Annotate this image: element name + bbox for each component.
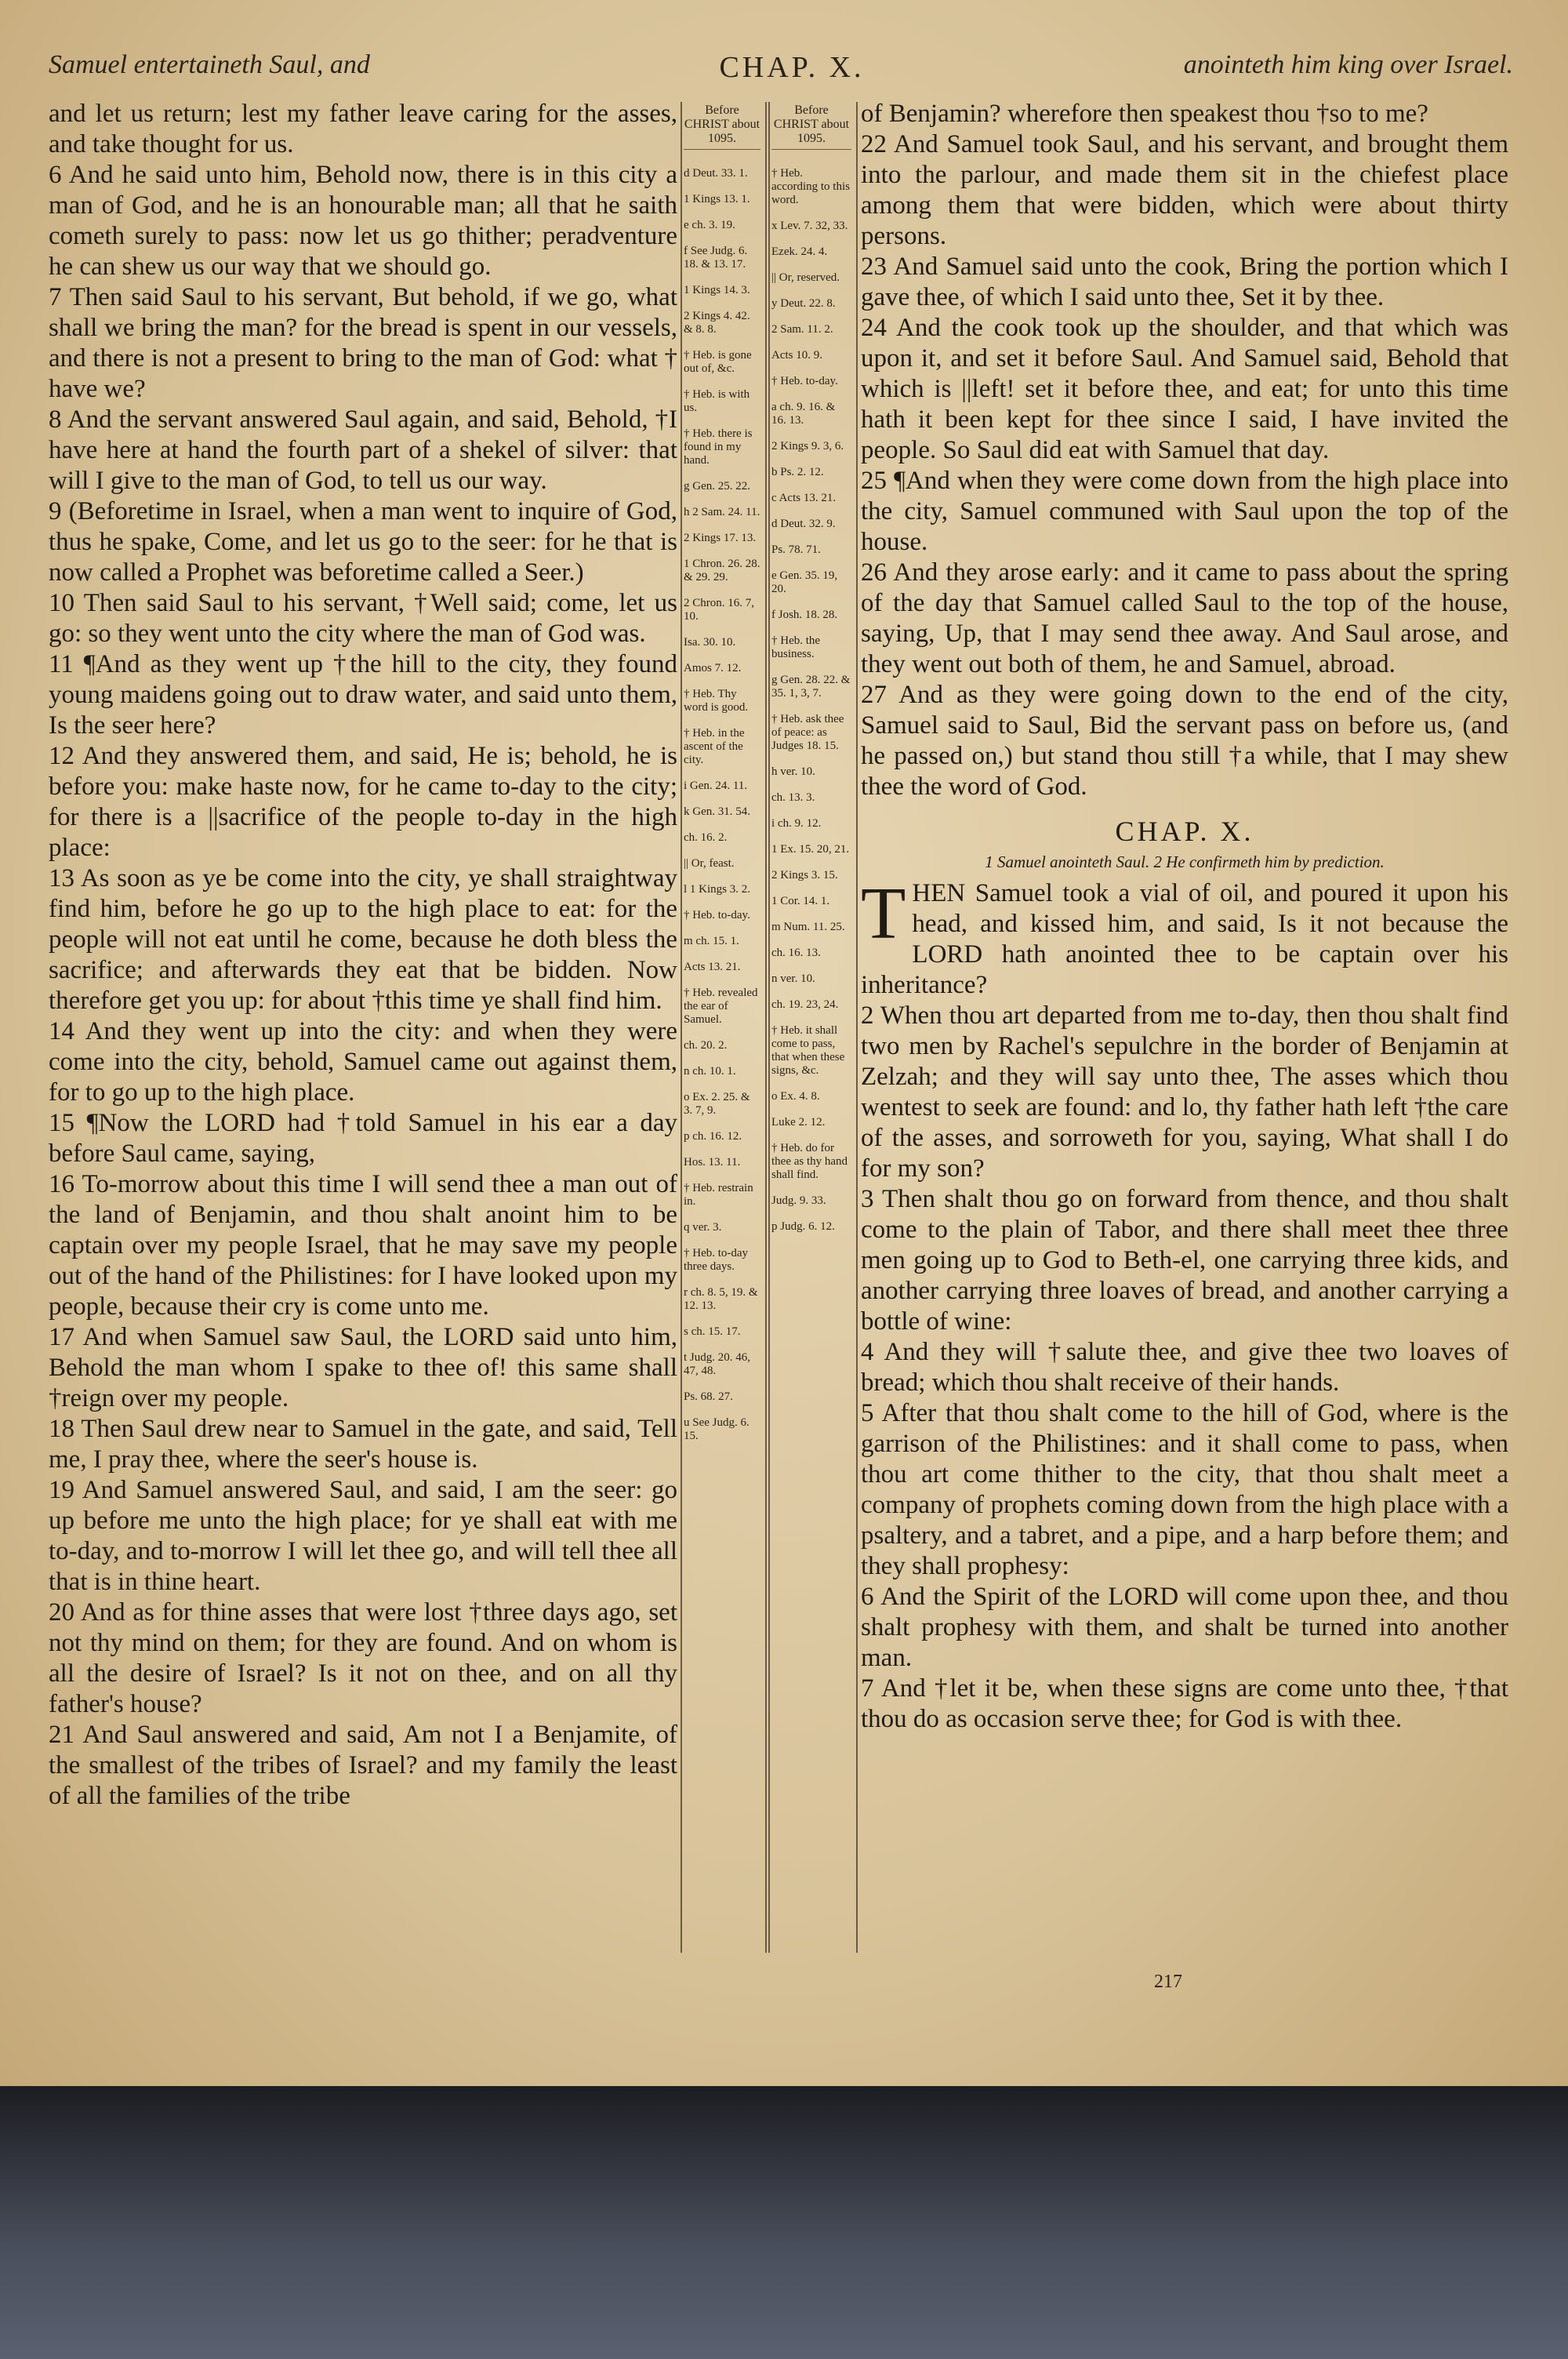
margin-references-left bbox=[684, 104, 760, 1456]
margin-note: 2 Sam. 11. 2. bbox=[771, 323, 833, 336]
verse-paragraph: 10 Then said Saul to his servant, †Well said; come, let us go: so they went unto the city where the man of God was. bbox=[49, 589, 677, 648]
margin-note: † Heb. it shall come to pass, that when these signs, &c. bbox=[771, 1024, 845, 1077]
verse-paragraph: 24 And the cook took up the shoulder, and that which was upon it, and set it before Saul. And Samuel said, Behold that which is ||left! set it before thee, and eat; for unto this time hath it been kept for thee since I said, I have invited the people. So Saul did eat with Samuel that day. bbox=[861, 314, 1508, 464]
column-rule bbox=[856, 102, 858, 1953]
margin-notes-list bbox=[684, 167, 760, 1443]
margin-note: m ch. 15. 1. bbox=[684, 935, 739, 947]
verse-paragraph: 13 As soon as ye be come into the city, ye shall straightway find him, before he go up to the high place to eat: for the people will not eat until he come, because he doth bless the sacrifice; and afterwards they eat that be bidden. Now therefore get you up: for about †this time ye shall find him. bbox=[49, 864, 677, 1015]
margin-note: † Heb. is gone out of, &c. bbox=[684, 349, 752, 375]
verse-paragraph: 21 And Saul answered and said, Am not I a Benjamite, of the smallest of the tribes of Israel? and my family the least of all the families of the tribe bbox=[49, 1721, 677, 1810]
verse-text: HEN Samuel took a vial of oil, and poured it upon his head, and kissed him, and said, Is it not because the LORD hath anointed thee to be captain over his inheritance? bbox=[861, 879, 1508, 999]
margin-note: l 1 Kings 3. 2. bbox=[684, 883, 751, 896]
left-text-column bbox=[49, 99, 677, 1812]
margin-note: † Heb. there is found in my hand. bbox=[684, 427, 753, 467]
margin-note: || Or, reserved. bbox=[771, 271, 840, 284]
right-text-column bbox=[861, 99, 1508, 1735]
verse-paragraph: of Benjamin? wherefore then speakest thou †so to me? bbox=[861, 100, 1428, 128]
margin-note: s ch. 15. 17. bbox=[684, 1325, 741, 1338]
verse-paragraph: 6 And the Spirit of the LORD will come upon thee, and thou shalt prophesy with them, and shalt be turned into another man. bbox=[861, 1583, 1508, 1672]
running-header-left: Samuel entertaineth Saul, and bbox=[49, 50, 370, 79]
margin-note: Amos 7. 12. bbox=[684, 662, 742, 674]
margin-head: Before CHRIST about 1095. bbox=[771, 104, 851, 150]
margin-note: t Judg. 20. 46, 47, 48. bbox=[684, 1351, 751, 1377]
margin-note: i Gen. 24. 11. bbox=[684, 780, 748, 792]
margin-note: Ezek. 24. 4. bbox=[771, 245, 828, 258]
margin-note: c Acts 13. 21. bbox=[771, 492, 837, 504]
margin-note: ch. 16. 2. bbox=[684, 831, 728, 844]
margin-note: Acts 13. 21. bbox=[684, 961, 741, 973]
verse-paragraph: 6 And he said unto him, Behold now, there is in this city a man of God, and he is an honourable man; all that he saith cometh surely to pass: now let us go thither; peradventure he can shew us our way that we should go. bbox=[49, 161, 677, 281]
margin-note: ch. 13. 3. bbox=[771, 791, 815, 804]
margin-note: i ch. 9. 12. bbox=[771, 817, 822, 830]
margin-note: † Heb. the business. bbox=[771, 634, 821, 660]
margin-note: h ver. 10. bbox=[771, 765, 815, 778]
margin-note: Ps. 78. 71. bbox=[771, 543, 821, 556]
margin-note: Ps. 68. 27. bbox=[684, 1390, 733, 1403]
verse-paragraph: 9 (Beforetime in Israel, when a man went to inquire of God, thus he spake, Come, and let us go to the seer: for he that is now called a Prophet was beforetime called a Seer.) bbox=[49, 497, 677, 587]
background-below-page bbox=[0, 2086, 1568, 2359]
margin-note: h 2 Sam. 24. 11. bbox=[684, 506, 760, 518]
verse-paragraph: 14 And they went up into the city: and when they were come into the city, behold, Samuel came out against them, for to go up to the high place. bbox=[49, 1017, 677, 1107]
verse-paragraph: 20 And as for thine asses that were lost †three days ago, set not thy mind on them; for they are found. And on whom is all the desire of Israel? Is it not on thee, and on all thy father's house? bbox=[49, 1598, 677, 1718]
margin-note: 1 Ex. 15. 20, 21. bbox=[771, 843, 850, 856]
margin-note: † Heb. to-day. bbox=[771, 375, 838, 387]
verse-paragraph: 8 And the servant answered Saul again, and said, Behold, †I have here at hand the fourth part of a shekel of silver: that will I give to the man of God, to tell us our way. bbox=[49, 405, 677, 495]
margin-note: q ver. 3. bbox=[684, 1221, 722, 1234]
margin-note: x Lev. 7. 32, 33. bbox=[771, 220, 848, 232]
page-number: 217 bbox=[1154, 1972, 1182, 1992]
margin-note: 2 Kings 17. 13. bbox=[684, 532, 757, 544]
margin-note: p ch. 16. 12. bbox=[684, 1130, 742, 1143]
margin-note: e Gen. 35. 19, 20. bbox=[771, 569, 838, 595]
margin-note: † Heb. do for thee as thy hand shall find. bbox=[771, 1142, 848, 1181]
verse-paragraph: and let us return; lest my father leave caring for the asses, and take thought for us. bbox=[49, 100, 677, 158]
margin-note: u See Judg. 6. 15. bbox=[684, 1416, 750, 1442]
margin-note: y Deut. 22. 8. bbox=[771, 297, 836, 310]
margin-note: 1 Kings 14. 3. bbox=[684, 284, 750, 296]
running-header-right: anointeth him king over Israel. bbox=[1183, 50, 1513, 79]
margin-note: a ch. 9. 16. & 16. 13. bbox=[771, 401, 836, 427]
verse-paragraph: 23 And Samuel said unto the cook, Bring the portion which I gave thee, of which I said unto thee, Set it by thee. bbox=[861, 253, 1508, 311]
margin-notes-list bbox=[771, 167, 851, 1234]
verse-paragraph: 4 And they will †salute thee, and give thee two loaves of bread; which thou shalt receive of their hands. bbox=[861, 1338, 1508, 1397]
margin-note: † Heb. ask thee of peace: as Judges 18. 15. bbox=[771, 713, 844, 752]
margin-head: Before CHRIST about 1095. bbox=[684, 104, 760, 150]
column-rule bbox=[768, 102, 770, 1953]
drop-cap: T bbox=[861, 873, 906, 954]
margin-note: 2 Kings 9. 3, 6. bbox=[771, 440, 844, 453]
chapter-heading: CHAP. X. bbox=[1115, 816, 1254, 847]
verse-paragraph: 25 ¶And when they were come down from the high place into the city, Samuel communed with Saul upon the top of the house. bbox=[861, 467, 1508, 556]
verse-paragraph: 17 And when Samuel saw Saul, the LORD said unto him, Behold the man whom I spake to thee of! this same shall †reign over my people. bbox=[49, 1323, 677, 1412]
margin-note: † Heb. is with us. bbox=[684, 388, 750, 414]
chapter-summary: 1 Samuel anointeth Saul. 2 He confirmeth him by prediction. bbox=[985, 852, 1385, 871]
margin-note: Hos. 13. 11. bbox=[684, 1156, 741, 1169]
margin-note: n ver. 10. bbox=[771, 972, 815, 985]
margin-note: Acts 10. 9. bbox=[771, 349, 822, 362]
margin-note: g Gen. 28. 22. & 35. 1, 3, 7. bbox=[771, 674, 851, 700]
margin-note: p Judg. 6. 12. bbox=[771, 1220, 835, 1233]
margin-note: † Heb. restrain in. bbox=[684, 1182, 753, 1208]
margin-note: k Gen. 31. 54. bbox=[684, 805, 750, 818]
margin-note: f Josh. 18. 28. bbox=[771, 609, 838, 621]
margin-note: 1 Kings 13. 1. bbox=[684, 193, 750, 205]
verse-paragraph: 11 ¶And as they went up †the hill to the city, they found young maidens going out to draw water, and said unto them, Is the seer here? bbox=[49, 650, 677, 740]
verse-paragraph-first bbox=[861, 873, 1508, 1001]
margin-note: 2 Kings 3. 15. bbox=[771, 869, 838, 881]
verse-paragraph: 5 After that thou shalt come to the hill of God, where is the garrison of the Philistines: and it shall come to pass, when thou art come thither to the city, that thou shalt meet a company of prophets coming down from the high place with a psaltery, and a tabret, and a pipe, and a harp before them; and they shall prophesy: bbox=[861, 1399, 1508, 1580]
margin-note: n ch. 10. 1. bbox=[684, 1065, 736, 1078]
margin-note: Isa. 30. 10. bbox=[684, 636, 736, 649]
margin-note: 2 Chron. 16. 7, 10. bbox=[684, 597, 754, 623]
margin-note: r ch. 8. 5, 19. & 12. 13. bbox=[684, 1286, 758, 1312]
verse-paragraph: 26 And they arose early: and it came to pass about the spring of the day that Samuel called Saul to the top of the house, saying, Up, that I may send thee away. And Saul arose, and they went out both of them, he and Samuel, abroad. bbox=[861, 558, 1508, 678]
margin-note: 1 Chron. 26. 28. & 29. 29. bbox=[684, 558, 760, 583]
verse-paragraph: 16 To-morrow about this time I will send thee a man out of the land of Benjamin, and thou shalt anoint him to be captain over my people Israel, that he may save my people out of the hand of the Philistines: for I have looked upon my people, because their cry is come unto me. bbox=[49, 1170, 677, 1321]
margin-note: † Heb. to-day three days. bbox=[684, 1247, 749, 1273]
margin-note: o Ex. 4. 8. bbox=[771, 1090, 820, 1103]
margin-note: o Ex. 2. 25. & 3. 7, 9. bbox=[684, 1091, 750, 1117]
margin-note: m Num. 11. 25. bbox=[771, 921, 845, 933]
margin-note: d Deut. 32. 9. bbox=[771, 518, 836, 530]
verse-paragraph: 12 And they answered them, and said, He is; behold, he is before you: make haste now, for he came to-day to the city; for there is a ||sacrifice of the people to-day in the high place: bbox=[49, 742, 677, 862]
margin-note: 1 Cor. 14. 1. bbox=[771, 895, 830, 907]
margin-references-right bbox=[771, 104, 851, 1246]
verse-paragraph: 27 And as they were going down to the end of the city, Samuel said to Saul, Bid the servant pass on before us, (and he passed on,) but stand thou still †a while, that I may shew thee the word of God. bbox=[861, 681, 1508, 801]
margin-note: d Deut. 33. 1. bbox=[684, 167, 748, 180]
running-header-center: CHAP. X. bbox=[719, 51, 865, 84]
margin-note: 2 Kings 4. 42. & 8. 8. bbox=[684, 310, 750, 336]
verse-paragraph: 15 ¶Now the LORD had †told Samuel in his ear a day before Saul came, saying, bbox=[49, 1109, 677, 1168]
margin-note: b Ps. 2. 12. bbox=[771, 466, 824, 478]
verse-paragraph: 2 When thou art departed from me to-day, then thou shalt find two men by Rachel's sepulchre in the border of Benjamin at Zelzah; and they will say unto thee, The asses which thou wentest to seek are found: and lo, thy father hath left †the care of the asses, and sorroweth for you, saying, What shall I do for my son? bbox=[861, 1001, 1508, 1183]
margin-note: g Gen. 25. 22. bbox=[684, 480, 750, 493]
margin-note: ch. 19. 23, 24. bbox=[771, 998, 839, 1011]
margin-note: f See Judg. 6. 18. & 13. 17. bbox=[684, 245, 748, 271]
margin-note: † Heb. according to this word. bbox=[771, 167, 850, 206]
margin-note: † Heb. revealed the ear of Samuel. bbox=[684, 987, 758, 1026]
margin-note: e ch. 3. 19. bbox=[684, 219, 735, 231]
verse-paragraph: 7 And †let it be, when these signs are come unto thee, †that thou do as occasion serve thee; for God is with thee. bbox=[861, 1674, 1508, 1733]
verse-paragraph: 19 And Samuel answered Saul, and said, I am the seer: go up before me unto the high place; for ye shall eat with me to-day, and to-morrow I will let thee go, and will tell thee all that is in thine heart. bbox=[49, 1476, 677, 1596]
margin-note: ch. 20. 2. bbox=[684, 1039, 728, 1052]
verse-paragraph: 7 Then said Saul to his servant, But behold, if we go, what shall we bring the man? for the bread is spent in our vessels, and there is not a present to bring to the man of God: what † have we? bbox=[49, 283, 677, 403]
margin-note: || Or, feast. bbox=[684, 857, 735, 870]
margin-note: † Heb. Thy word is good. bbox=[684, 688, 749, 714]
verse-paragraph: 18 Then Saul drew near to Samuel in the gate, and said, Tell me, I pray thee, where the seer's house is. bbox=[49, 1415, 677, 1474]
margin-note: Luke 2. 12. bbox=[771, 1116, 826, 1129]
margin-note: Judg. 9. 33. bbox=[771, 1194, 826, 1207]
column-rule bbox=[681, 102, 682, 1953]
margin-note: † Heb. to-day. bbox=[684, 909, 750, 921]
margin-note: ch. 16. 13. bbox=[771, 947, 821, 959]
verse-paragraph: 22 And Samuel took Saul, and his servant, and brought them into the parlour, and made them sit in the chiefest place among them that were bidden, which were about thirty persons. bbox=[861, 130, 1508, 250]
margin-note: † Heb. in the ascent of the city. bbox=[684, 727, 745, 766]
verse-paragraph: 3 Then shalt thou go on forward from thence, and thou shalt come to the plain of Tabor, and there shall meet thee three men going up to God to Beth-el, one carrying three kids, and another carrying three loaves of bread, and another carrying a bottle of wine: bbox=[861, 1185, 1508, 1336]
column-rule bbox=[765, 102, 767, 1953]
